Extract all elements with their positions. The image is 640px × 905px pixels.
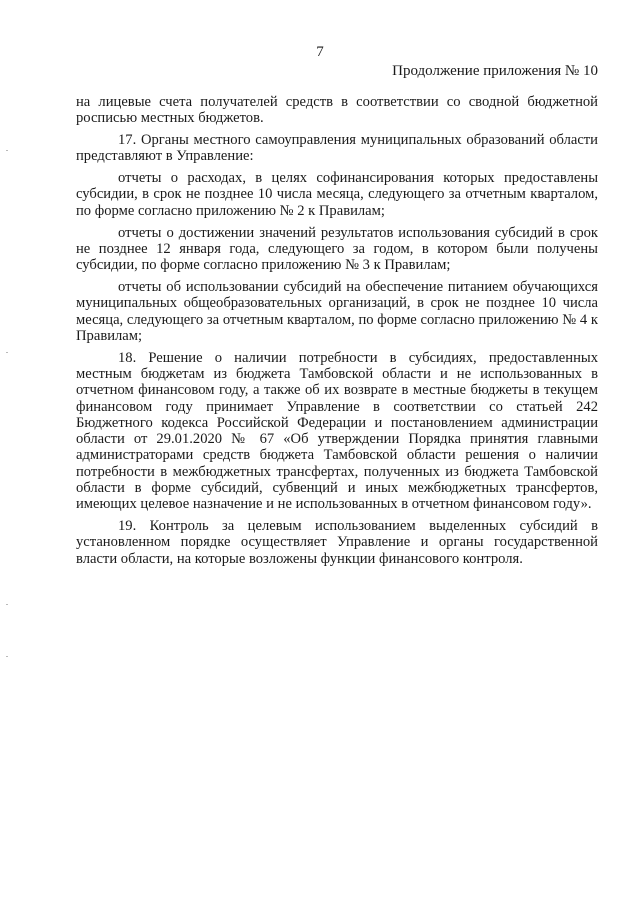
scan-margin-mark [6, 352, 8, 353]
paragraph-item-19: 19. Контроль за целевым использованием выделенных субсидий в установленном порядке осуществляет Управление и органы государственной власти области, на которые возложены функции финансового контроля. [76, 518, 598, 567]
scan-margin-mark [6, 150, 8, 151]
paragraph-nutrition-reports: отчеты об использовании субсидий на обеспечение питанием обучающихся муниципальных общеобразовательных организаций, в срок не позднее 10 числа месяца, следующего за отчетным кварталом, по форме согласно приложению № 4 к Правилам; [76, 278, 598, 344]
page-number: 7 [316, 44, 324, 60]
scan-margin-mark [6, 656, 8, 657]
scan-margin-mark [6, 604, 8, 605]
paragraph-continued-text: на лицевые счета получателей средств в соответствии со сводной бюджетной росписью местных бюджетов. [76, 94, 598, 127]
paragraph-results-reports: отчеты о достижении значений результатов использования субсидий в срок не позднее 12 января года, следующего за годом, в котором были получены субсидии, по форме согласно приложению № 3 к Правилам; [76, 224, 598, 274]
document-body [76, 94, 598, 567]
appendix-continuation-label: Продолжение приложения № 10 [392, 63, 598, 79]
paragraph-item-17: 17. Органы местного самоуправления муниципальных образований области представляют в Управление: [76, 132, 598, 165]
paragraph-item-18: 18. Решение о наличии потребности в субсидиях, предоставленных местным бюджетам из бюджета Тамбовской области и не использованных в отчетном финансовом году, а также об их возврате в местные бюджеты в текущем финансовом году принимает Управление в соответствии со статьей 242 Бюджетного кодекса Российской Федерации и постановлением администрации области от 29.01.2020 № 67 «Об утверждении Порядка принятия главными администраторами средств бюджета Тамбовской области решения о наличии потребности в межбюджетных трансфертах, полученных из бюджета Тамбовской области в форме субсидий, субвенций и иных межбюджетных трансфертов, имеющих целевое назначение и не использованных в отчетном финансовом году». [76, 349, 598, 513]
paragraph-expense-reports: отчеты о расходах, в целях софинансирования которых предоставлены субсидии, в срок не позднее 10 числа месяца, следующего за отчетным кварталом, по форме согласно приложению № 2 к Правилам; [76, 170, 598, 219]
